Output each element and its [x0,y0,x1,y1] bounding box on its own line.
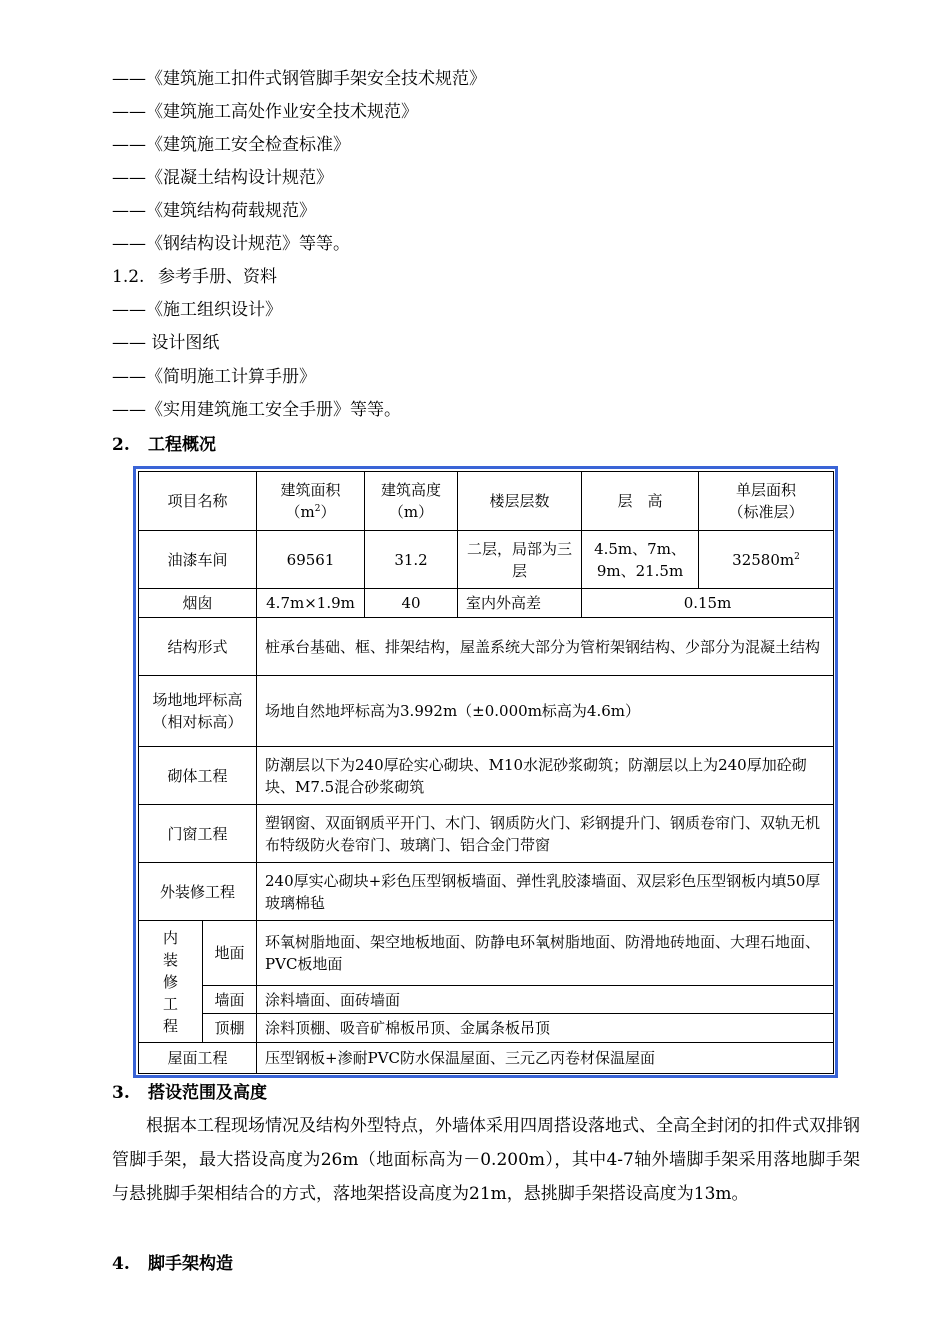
cell-sub-label: 地面 [203,921,257,986]
unit-text: （m [285,503,315,521]
section-number: 2. [112,435,130,455]
label-line: 场地地坪标高 [152,691,243,709]
section-3-heading [112,1082,267,1104]
table-row [139,1043,834,1074]
section-number: 4. [112,1254,130,1274]
table-row [139,618,834,676]
cell-floors: 二层，局部为三层 [458,531,582,589]
reference-item: ——《混凝土结构设计规范》 [112,168,333,188]
section-title: 工程概况 [148,435,216,455]
project-overview-table [138,471,834,1074]
reference-item: ——《建筑施工安全检查标准》 [112,135,350,155]
unit-superscript: 2 [314,504,321,514]
cell-row-value: 环氧树脂地面、架空地板地面、防静电环氧树脂地面、防滑地砖地面、大理石地面、PVC板地面 [257,921,834,986]
table-row [139,863,834,921]
section-title: 参考手册、资料 [158,267,277,287]
table-row [139,1014,834,1043]
section-number: 3. [112,1083,130,1103]
vertical-char: 修 [162,972,178,991]
cell-row-label: 砌体工程 [139,747,257,805]
cell-project-name: 油漆车间 [139,531,257,589]
table-row [139,472,834,531]
cell-row-label [139,676,257,747]
reference-item: ——《建筑施工扣件式钢管脚手架安全技术规范》 [112,69,486,89]
header-label: 建筑高度 [381,481,442,499]
cell-single-floor-area [699,531,834,589]
header-unit: （m） [388,503,434,521]
cell-row-value: 涂料顶棚、吸音矿棉板吊顶、金属条板吊顶 [257,1014,834,1043]
table-row [139,747,834,805]
section-4-heading [112,1253,233,1275]
header-building-area [257,472,365,531]
unit-text: ） [320,503,336,521]
unit-superscript: 2 [794,551,800,562]
section-number: 1.2. [112,267,145,287]
table-row [139,921,834,986]
cell-row-value: 场地自然地坪标高为3.992m（±0.000m标高为4.6m） [257,676,834,747]
cell-row-value: 压型钢板+渗耐PVC防水保温屋面、三元乙丙卷材保温屋面 [257,1043,834,1074]
cell-row-value: 防潮层以下为240厚砼实心砌块、M10水泥砂浆砌筑；防潮层以上为240厚加砼砌块、M7.5混合砂浆砌筑 [257,747,834,805]
table-row [139,676,834,747]
cell-sub-label: 顶棚 [203,1014,257,1043]
vertical-char: 程 [162,1016,178,1035]
cell-storey-height: 4.5m、7m、9m、21.5m [582,531,699,589]
cell-sub-label: 墙面 [203,986,257,1014]
cell-height-diff-label: 室内外高差 [458,589,582,618]
cell-building-area: 69561 [257,531,365,589]
header-label: 建筑面积 [280,481,341,499]
cell-row-value: 桩承台基础、框、排架结构，屋盖系统大部分为管桁架钢结构、少部分为混凝土结构 [257,618,834,676]
cell-row-label: 门窗工程 [139,805,257,863]
reference-item: ——《施工组织设计》 [112,300,282,320]
cell-height-diff-value: 0.15m [582,589,834,618]
vertical-char: 工 [162,994,178,1013]
section-title: 脚手架构造 [148,1254,233,1274]
reference-item: ——《简明施工计算手册》 [112,367,316,387]
section-3-paragraph: 根据本工程现场情况及结构外型特点，外墙体采用四周搭设落地式、全高全封闭的扣件式双排钢管脚手架，最大搭设高度为26m（地面标高为－0.200m），其中4-7轴外墙脚手架采用落地脚手架与悬挑脚手架相结合的方式，落地架搭设高度为21m，悬挑脚手架搭设高度为13m。 [112,1116,860,1204]
header-project-name: 项目名称 [139,472,257,531]
cell-row-value: 涂料墙面、面砖墙面 [257,986,834,1014]
table-row [139,805,834,863]
table-row [139,531,834,589]
header-single-floor-area [699,472,834,531]
section-title: 搭设范围及高度 [148,1083,267,1103]
header-floors: 楼层层数 [458,472,582,531]
cell-building-height: 31.2 [365,531,458,589]
cell-row-label: 结构形式 [139,618,257,676]
cell-project-name: 烟囱 [139,589,257,618]
area-value: 32580m [732,550,795,569]
cell-interior-label [139,921,203,1043]
cell-building-area: 4.7m×1.9m [257,589,365,618]
cell-row-label: 外装修工程 [139,863,257,921]
header-unit: （标准层） [728,503,804,521]
vertical-char: 装 [162,950,178,969]
cell-row-label: 屋面工程 [139,1043,257,1074]
reference-item: ——《实用建筑施工安全手册》等等。 [112,400,401,420]
reference-item: ——《建筑结构荷载规范》 [112,201,316,221]
reference-item: —— 设计图纸 [112,333,220,353]
cell-row-value: 塑钢窗、双面钢质平开门、木门、钢质防火门、彩钢提升门、钢质卷帘门、双轨无机布特级防火卷帘门、玻璃门、铝合金门带窗 [257,805,834,863]
table-row [139,986,834,1014]
header-storey-height: 层 高 [582,472,699,531]
section-2-heading [112,434,216,456]
cell-building-height: 40 [365,589,458,618]
reference-item: ——《钢结构设计规范》等等。 [112,234,350,254]
cell-row-value: 240厚实心砌块+彩色压型钢板墙面、弹性乳胶漆墙面、双层彩色压型钢板内填50厚玻璃棉毡 [257,863,834,921]
header-label: 单层面积 [736,481,797,499]
reference-item: ——《建筑施工高处作业安全技术规范》 [112,102,418,122]
header-unit [265,501,356,523]
header-building-height [365,472,458,531]
label-line: （相对标高） [152,713,243,731]
section-1-2-heading [112,266,277,288]
table-row [139,589,834,618]
vertical-char: 内 [162,928,178,947]
